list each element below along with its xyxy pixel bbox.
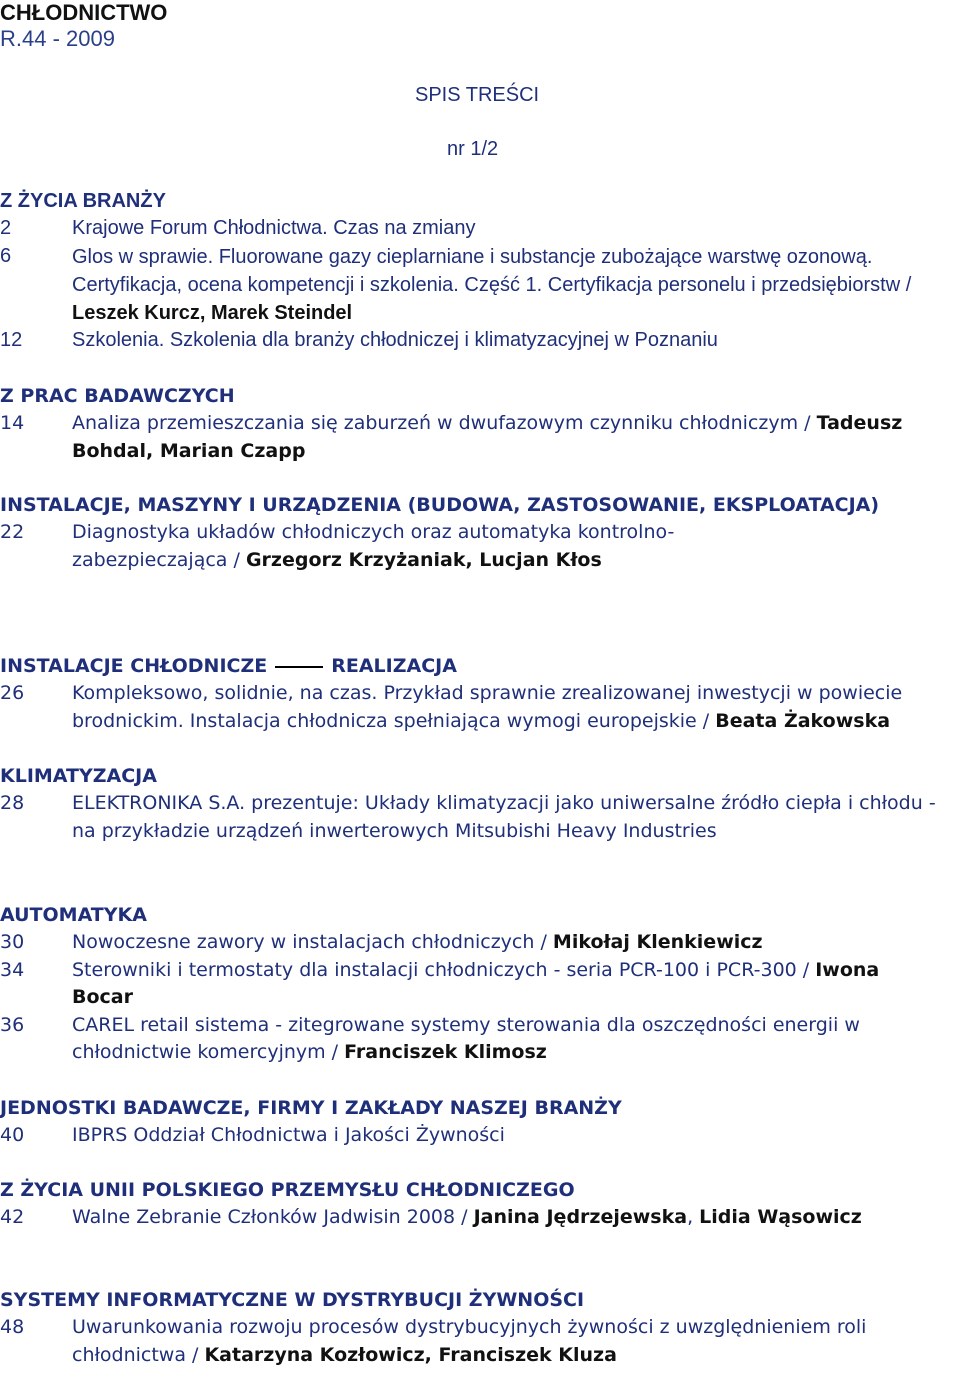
page-number: 48: [0, 1316, 25, 1338]
entry-title: Sterowniki i termostaty dla instalacji chłodniczych - seria PCR-100 i PCR-300 / Iwona Bocar: [72, 958, 880, 1008]
entry-authors: Katarzyna Kozłowicz, Franciszek Kluza: [204, 1343, 617, 1366]
section-heading: [0, 626, 960, 680]
section-heading: JEDNOSTKI BADAWCZE, FIRMY I ZAKŁADY NASZEJ BRANŻY: [0, 1097, 622, 1119]
section-heading: Z ŻYCIA BRANŻY: [0, 190, 166, 212]
entry-authors: Tadeusz Bohdal, Marian Czapp: [72, 412, 903, 462]
entry-title: Kompleksowo, solidnie, na czas. Przykład sprawnie zrealizowanej inwestycji w powiecie brodnickim. Instalacja chłodnicza spełniająca wymogi europejskie / Beata Żakowska: [72, 682, 903, 732]
page-number: 34: [0, 958, 25, 981]
toc-entry[interactable]: [0, 243, 960, 327]
section-instalacje-maszyny: [0, 492, 960, 574]
page-number: 26: [0, 682, 25, 704]
toc-entry[interactable]: [0, 929, 960, 957]
toc-entry[interactable]: [0, 519, 960, 574]
section-systemy-informatyczne: [0, 1287, 960, 1369]
toc-entry[interactable]: [0, 327, 960, 355]
section-heading: AUTOMATYKA: [0, 904, 147, 926]
toc-entry[interactable]: [0, 680, 960, 735]
section-heading: Z ŻYCIA UNII POLSKIEGO PRZEMYSŁU CHŁODNICZEGO: [0, 1179, 575, 1201]
page-number: 42: [0, 1206, 25, 1228]
magazine-title: CHŁODNICTWO: [0, 0, 168, 25]
section-jednostki-badawcze: [0, 1095, 960, 1150]
section-heading: KLIMATYZACJA: [0, 765, 157, 787]
entry-title: Analiza przemieszczania się zaburzeń w dwufazowym czynniku chłodniczym / Tadeusz Bohdal, Marian Czapp: [72, 412, 903, 462]
page-number: 2: [0, 217, 12, 239]
entry-title: Walne Zebranie Członków Jadwisin 2008 / Janina Jędrzejewska, Lidia Wąsowicz: [72, 1206, 862, 1228]
section-instalacje-chlodnicze: [0, 626, 960, 735]
page-number: 30: [0, 931, 25, 953]
entry-title: Uwarunkowania rozwoju procesów dystrybucyjnych żywności z uwzględnieniem roli chłodnictwa / Katarzyna Kozłowicz, Franciszek Kluza: [72, 1316, 867, 1366]
entry-title: CAREL retail sistema - zitegrowane systemy sterowania dla oszczędności energii w chłodnictwie komercyjnym / Franciszek Klimosz: [72, 1013, 860, 1063]
page-number: 6: [0, 244, 12, 267]
entry-title: Glos w sprawie. Fluorowane gazy cieplarniane i substancje zubożające warstwę ozonową. Certyfikacja, ocena kompetencji i szkolenia. Część 1. Certyfikacja personelu i przedsiębiorstw / Leszek Kurcz, Marek Steindel: [72, 245, 912, 324]
page-number: 14: [0, 412, 25, 434]
entry-authors: Leszek Kurcz, Marek Steindel: [72, 301, 353, 324]
section-heading: SYSTEMY INFORMATYCZNE W DYSTRYBUCJI ŻYWNOŚCI: [0, 1289, 585, 1311]
entry-title: Krajowe Forum Chłodnictwa. Czas na zmiany: [72, 217, 476, 239]
masthead: [0, 0, 167, 52]
em-dash-rule: [275, 666, 323, 668]
issue-number: nr 1/2: [447, 138, 499, 160]
entry-title: IBPRS Oddział Chłodnictwa i Jakości Żywności: [72, 1124, 505, 1146]
toc-title: SPIS TREŚCI: [415, 84, 540, 106]
section-automatyka: [0, 902, 960, 1067]
section-klimatyzacja: [0, 763, 960, 845]
section-z-zycia-branzy: [0, 188, 960, 354]
entry-authors: Beata Żakowska: [715, 709, 891, 732]
toc-entry[interactable]: [0, 957, 960, 1012]
toc-entry[interactable]: [0, 215, 960, 243]
toc-entry[interactable]: [0, 1122, 960, 1150]
section-z-prac-badawczych: [0, 383, 960, 465]
toc-entry[interactable]: [0, 1314, 960, 1369]
page-number: 22: [0, 521, 25, 543]
toc-entry[interactable]: [0, 1204, 960, 1232]
entry-title: Diagnostyka układów chłodniczych oraz automatyka kontrolno-zabezpieczająca / Grzegorz Krzyżaniak, Lucjan Kłos: [72, 521, 675, 571]
page-number: 28: [0, 792, 25, 814]
entry-title: ELEKTRONIKA S.A. prezentuje: Układy klimatyzacji jako uniwersalne źródło ciepła i chłodu - na przykładzie urządzeń inwerterowych Mitsubishi Heavy Industries: [72, 792, 936, 842]
entry-authors: Grzegorz Krzyżaniak, Lucjan Kłos: [245, 548, 602, 571]
section-heading: INSTALACJE, MASZYNY I URZĄDZENIA (BUDOWA, ZASTOSOWANIE, EKSPLOATACJA): [0, 494, 880, 516]
page-number: 12: [0, 328, 23, 351]
section-heading: Z PRAC BADAWCZYCH: [0, 385, 235, 407]
entry-authors: Mikołaj Klenkiewicz: [552, 931, 763, 953]
magazine-issue: R.44 - 2009: [0, 26, 115, 51]
section-unia-przemyslu: [0, 1177, 960, 1232]
page-number: 40: [0, 1124, 25, 1146]
entry-authors: Iwona Bocar: [72, 958, 880, 1008]
toc-entry[interactable]: [0, 410, 960, 465]
section-heading-part: INSTALACJE CHŁODNICZE: [0, 655, 268, 677]
section-heading-part: REALIZACJA: [331, 655, 457, 677]
toc-entry[interactable]: [0, 1012, 960, 1067]
entry-title: Nowoczesne zawory w instalacjach chłodniczych / Mikołaj Klenkiewicz: [72, 931, 763, 953]
entry-title: Szkolenia. Szkolenia dla branży chłodniczej i klimatyzacyjnej w Poznaniu: [72, 328, 718, 351]
page-number: 36: [0, 1013, 25, 1036]
toc-entry[interactable]: [0, 790, 960, 845]
entry-authors: Franciszek Klimosz: [344, 1041, 547, 1063]
entry-authors: Janina Jędrzejewska: [473, 1206, 688, 1228]
entry-authors: Lidia Wąsowicz: [699, 1206, 862, 1228]
